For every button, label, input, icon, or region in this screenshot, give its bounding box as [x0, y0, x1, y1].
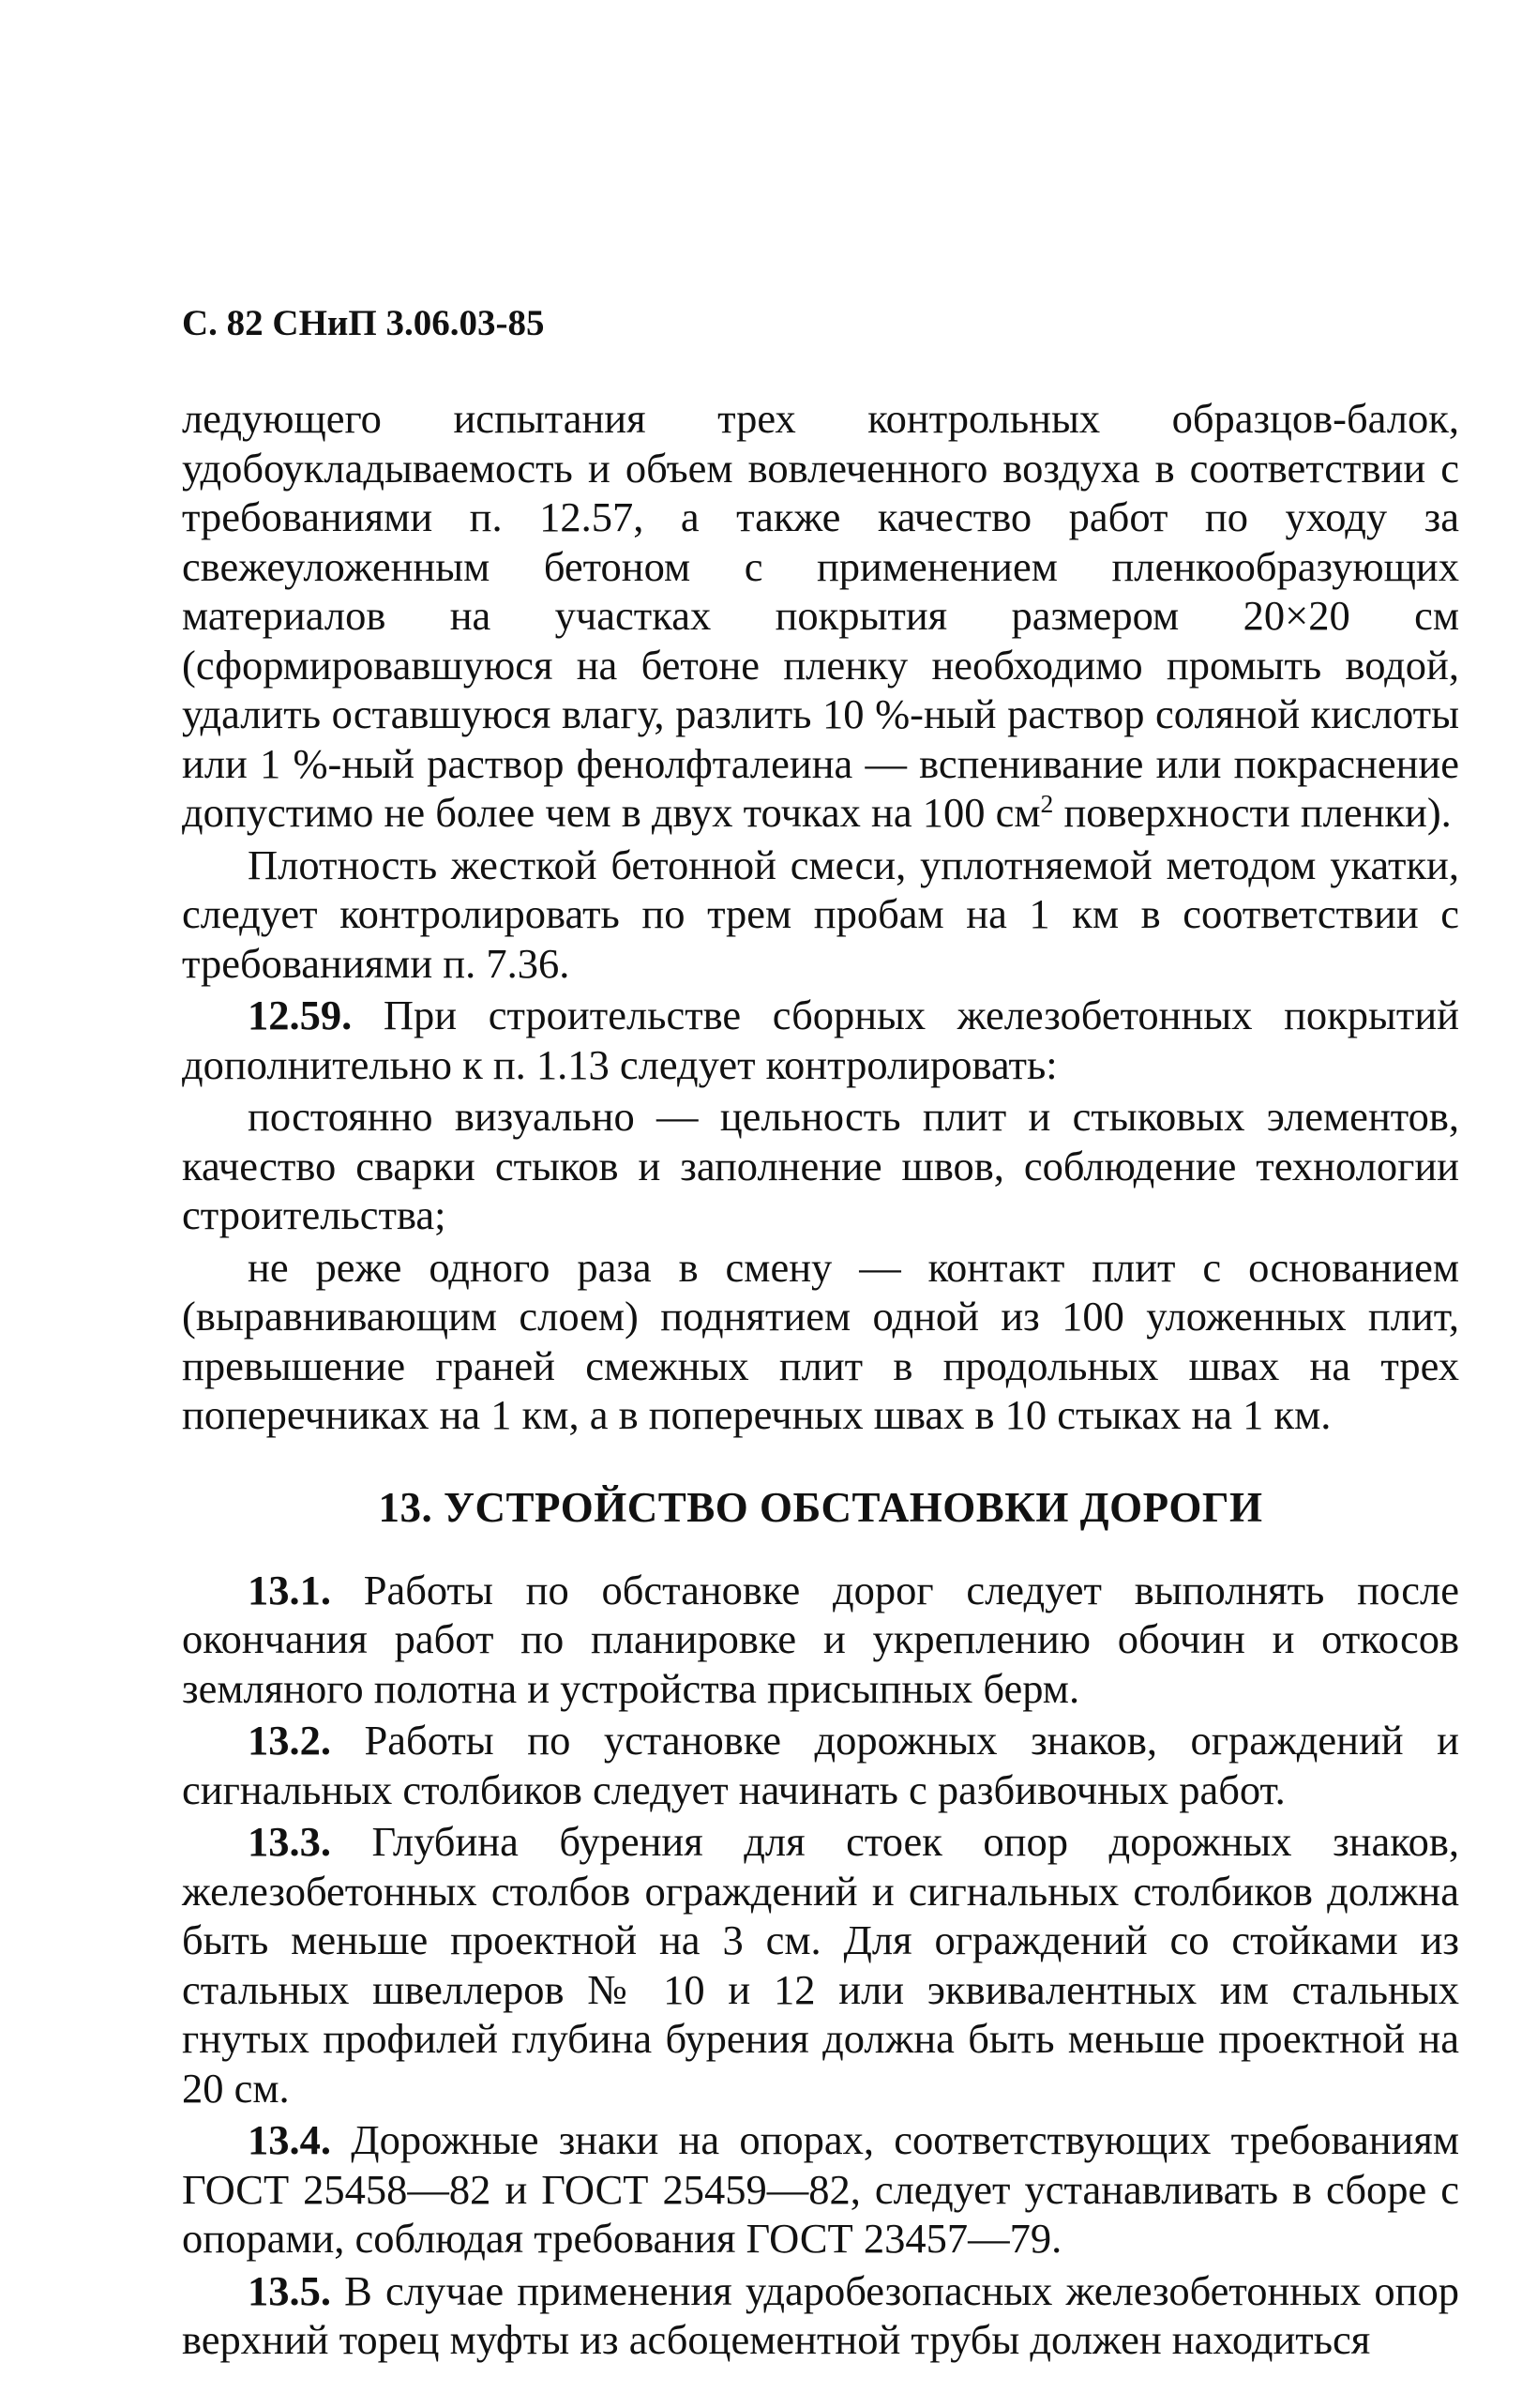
- clause-text: Глубина бурения для стоек опор дорожных знаков, железобетонных столбов ограждений и сигнальных столбиков должна быть меньше проектной на 3 см. Для ограждений со стойками из стальных швеллеров № 10 и 12 или эквивалентных им стальных гнутых профилей глубина бурения должна быть меньше проектной на 20 см.: [182, 1818, 1459, 2112]
- clause-13-5: [182, 2266, 1459, 2365]
- paragraph-text: не реже одного раза в смену — контакт плит с основанием (выравнивающим слоем) поднятием одной из 100 уложенных плит, превышение граней смежных плит в продольных швах на трех поперечниках на 1 км, а в поперечных швах в 10 стыках на 1 км.: [182, 1243, 1459, 1438]
- clause-number: 13.3.: [248, 1818, 331, 1865]
- clause-text: Дорожные знаки на опорах, соответствующих требованиям ГОСТ 25458—82 и ГОСТ 25459—82, следует устанавливать в сборе с опорами, соблюдая требования ГОСТ 23457—79.: [182, 2116, 1459, 2262]
- clause-text: В случае применения ударобезопасных железобетонных опор верхний торец муфты из асбоцементной трубы должен находиться: [182, 2266, 1459, 2363]
- clause-text: Работы по установке дорожных знаков, ограждений и сигнальных столбиков следует начинать с разбивочных работ.: [182, 1717, 1459, 1813]
- clause-13-2: [182, 1716, 1459, 1814]
- clause-13-3: [182, 1817, 1459, 2113]
- paragraph-shift-control: [182, 1243, 1459, 1440]
- paragraph-text: Плотность жесткой бетонной смеси, уплотняемой методом укатки, следует контролировать по трем пробам на 1 км в соответствии с требованиями п. 7.36.: [182, 841, 1459, 987]
- clause-number: 13.2.: [248, 1717, 331, 1764]
- running-head: С. 82 СНиП 3.06.03-85: [182, 303, 545, 343]
- superscript: 2: [1040, 788, 1054, 818]
- paragraph-density-control: [182, 841, 1459, 989]
- paragraph-text: постоянно визуально — цельность плит и стыковых элементов, качество сварки стыков и заполнение швов, соблюдение технологии строительства;: [182, 1093, 1459, 1238]
- clause-text: При строительстве сборных железобетонных покрытий дополнительно к п. 1.13 следует контролировать:: [182, 992, 1459, 1088]
- paragraph-visual-control: [182, 1092, 1459, 1240]
- clause-13-1: [182, 1566, 1459, 1714]
- clause-number: 13.4.: [248, 2116, 331, 2163]
- clause-number: 12.59.: [248, 992, 353, 1038]
- body-text: [182, 394, 1459, 2365]
- clause-number: 13.5.: [248, 2266, 331, 2314]
- clause-number: 13.1.: [248, 1566, 331, 1613]
- section-heading: 13. УСТРОЙСТВО ОБСТАНОВКИ ДОРОГИ: [378, 1483, 1263, 1531]
- clause-text: Работы по обстановке дорог следует выполнять после окончания работ по планировке и укреплению обочин и откосов земляного полотна и устройства присыпных берм.: [182, 1566, 1459, 1712]
- clause-12-59: [182, 991, 1459, 1089]
- paragraph-text-tail: поверхности пленки).: [1053, 789, 1452, 836]
- paragraph-continuation: [182, 394, 1459, 838]
- paragraph-text: ледующего испытания трех контрольных образцов-балок, удобоукладываемость и объем вовлеченного воздуха в соответствии с требованиями п. 12.57, а также качество работ по уходу за свежеуложенным бетоном с применением пленкообразующих материалов на участках покрытия размером 20×20 см (сформировавшуюся на бетоне пленку необходимо промыть водой, удалить оставшуюся влагу, разлить 10 %-ный раствор соляной кислоты или 1 %-ный раствор фенолфталеина — вспенивание или покраснение допустимо не более чем в двух точках на 100 см: [182, 395, 1459, 836]
- clause-13-4: [182, 2115, 1459, 2264]
